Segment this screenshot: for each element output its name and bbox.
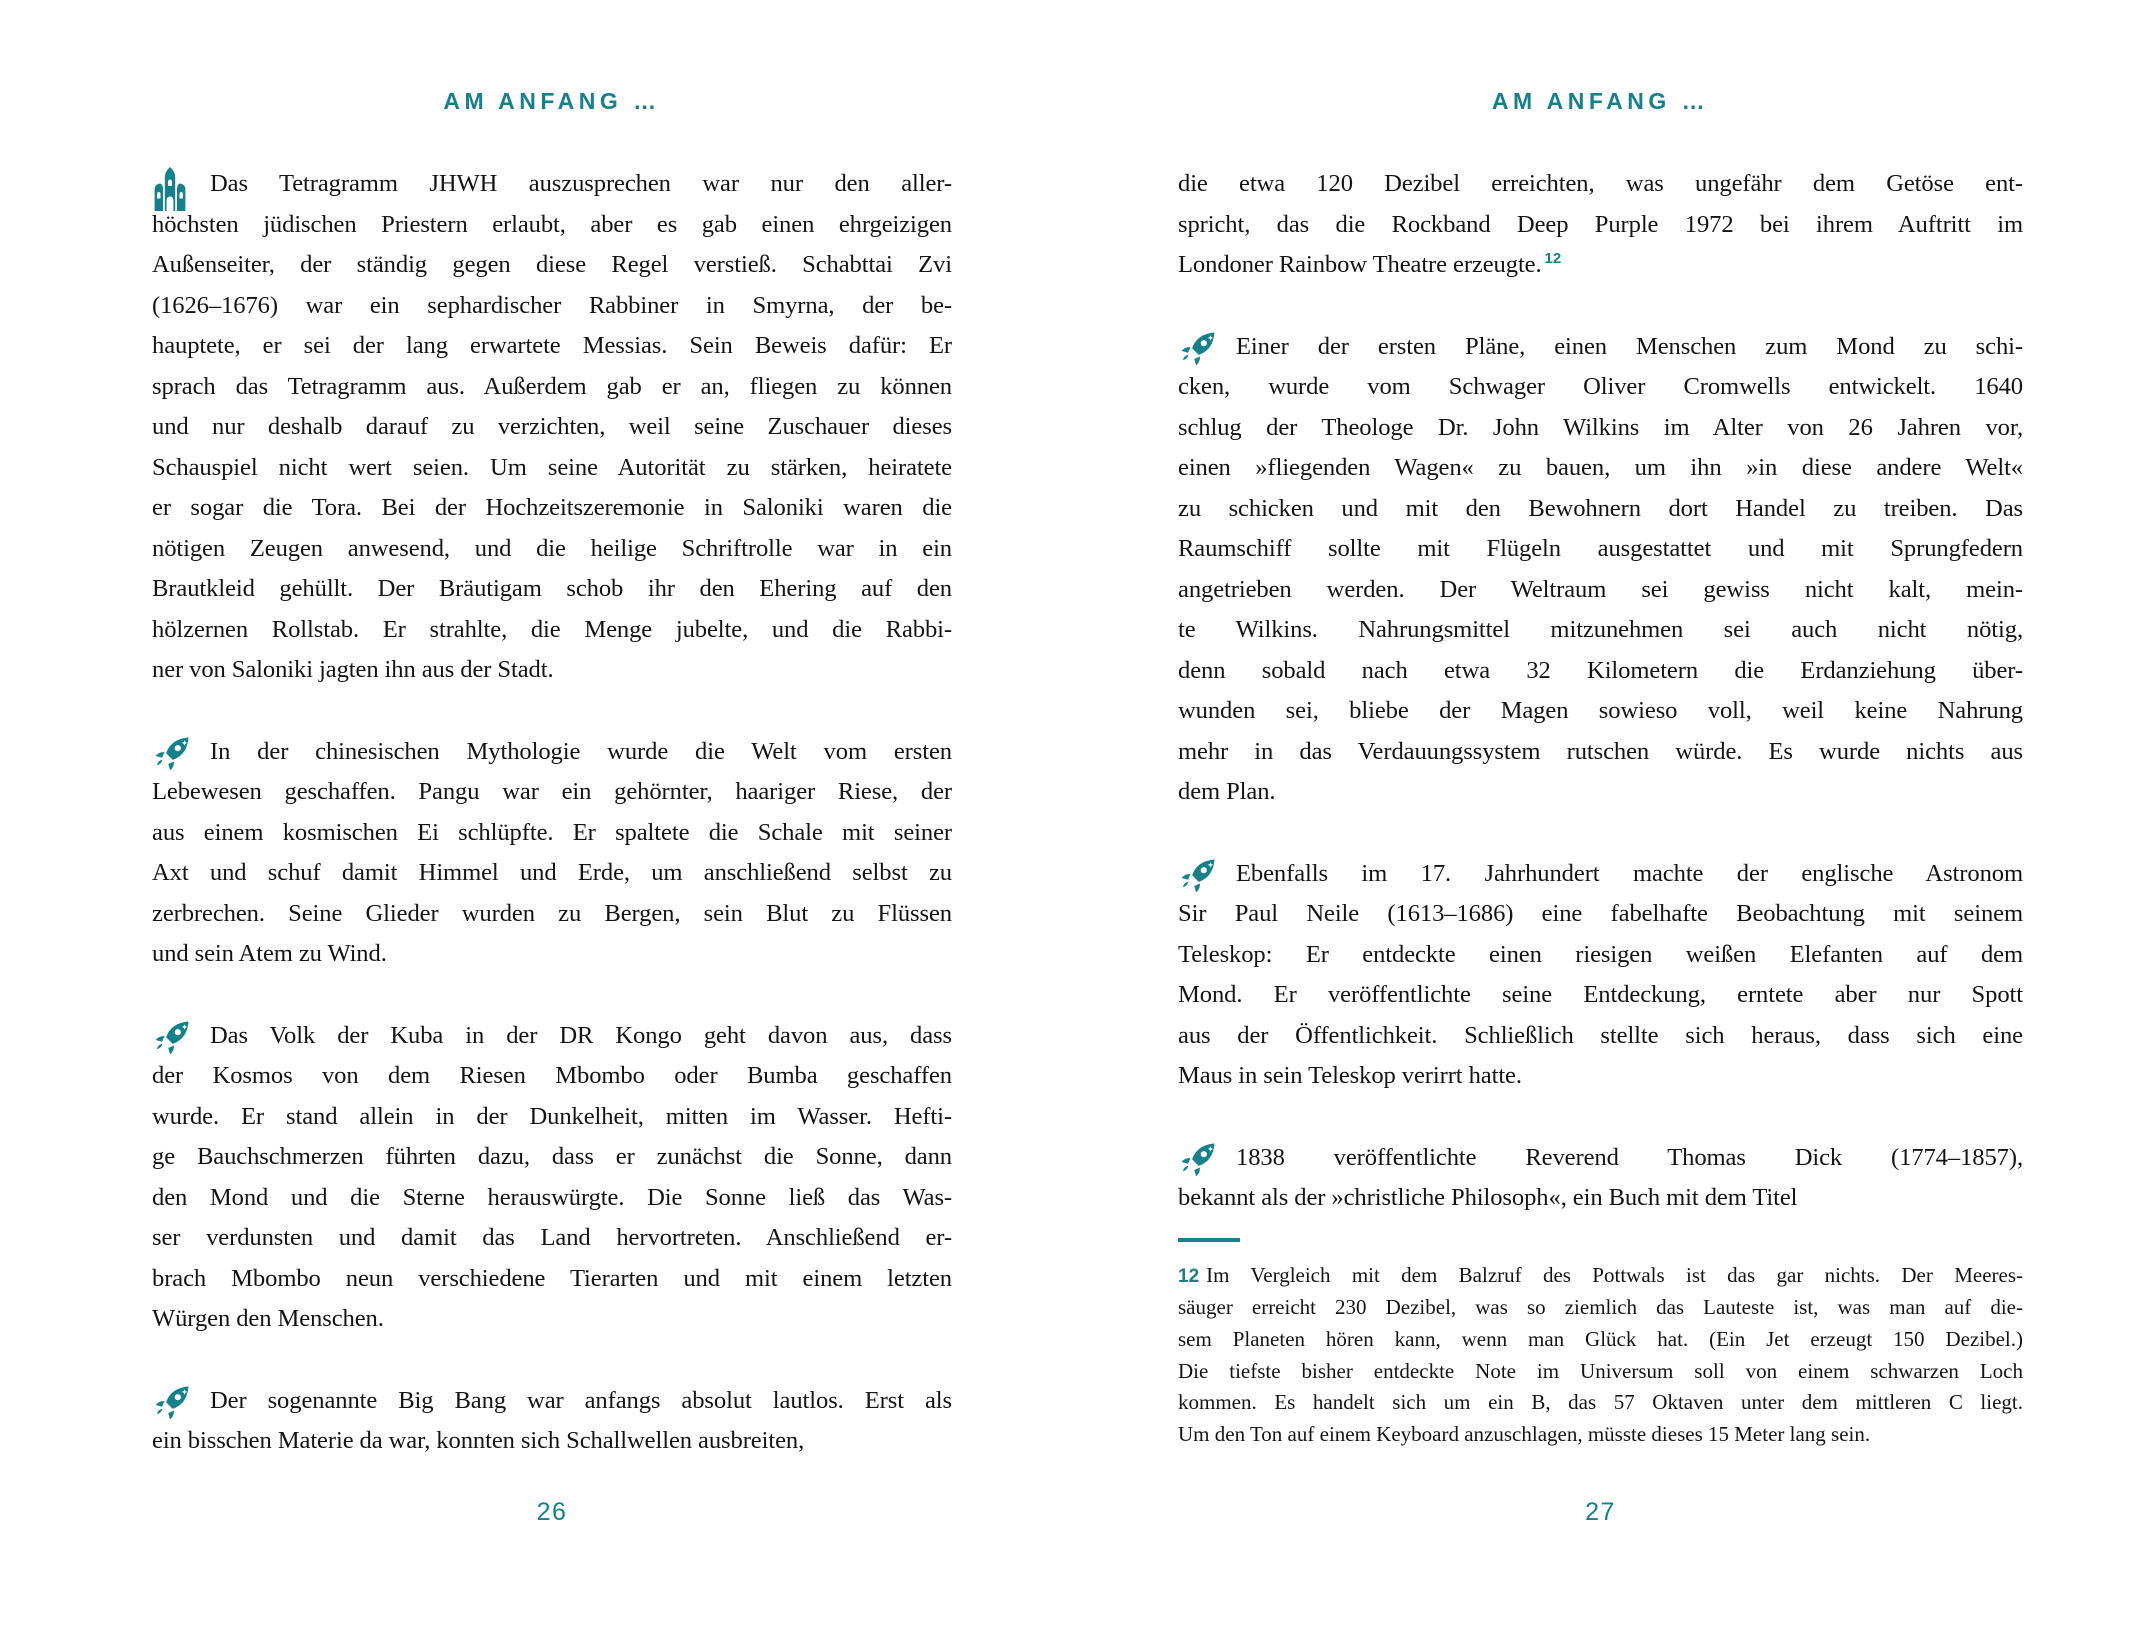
text-line: Ebenfalls im 17. Jahrhundert machte der englische Astronom [1178,854,2023,895]
text-line: höchsten jüdischen Priestern erlaubt, aber es gab einen ehrgeizigen [152,210,952,238]
page-header: AM ANFANG … [443,88,661,114]
text-line: sprach das Tetragramm aus. Außerdem gab er an, fliegen zu können [152,372,952,400]
text-line: und sein Atem zu Wind. [152,940,387,967]
footnote-line: 12 Im Vergleich mit dem Balzruf des Pottwals ist das gar nichts. Der Meeres- [1178,1262,2023,1287]
rocket-icon [1178,1140,1222,1184]
text-line: Einer der ersten Pläne, einen Menschen zum Mond zu schi- [1178,327,2023,368]
text-line: hauptete, er sei der lang erwartete Messias. Sein Beweis dafür: Er [152,332,952,359]
paragraph [1178,1138,2023,1219]
text-line: angetrieben werden. Der Weltraum sei gewiss nicht kalt, mein- [1178,575,2023,603]
synagogue-icon [152,166,196,210]
page-body [152,164,952,1462]
text-line: bekannt als der »christliche Philosoph«, ein Buch mit dem Titel [1178,1184,1798,1211]
text-line: er sogar die Tora. Bei der Hochzeitszeremonie in Saloniki waren die [152,494,952,521]
text-line: brach Mbombo neun verschiedene Tierarten und mit einem letzten [152,1264,952,1292]
text-line: den Mond und die Sterne herauswürgte. Die Sonne ließ das Was- [152,1183,952,1211]
text-line: dem Plan. [1178,778,1276,805]
text-line: hölzernen Rollstab. Er strahlte, die Menge jubelte, und die Rabbi- [152,615,952,643]
text-line: die etwa 120 Dezibel erreichten, was ungefähr dem Getöse ent- [1178,170,2023,197]
rocket-icon [152,1018,196,1062]
rocket-icon [152,1383,196,1427]
text-line: Axt und schuf damit Himmel und Erde, um anschließend selbst zu [152,859,952,886]
text-line: Lebewesen geschaffen. Pangu war ein gehörnter, haariger Riese, der [152,778,952,805]
paragraph [1178,327,2023,813]
text-line: und nur deshalb darauf zu verzichten, weil seine Zuschauer dieses [152,413,952,440]
text-line: spricht, das die Rockband Deep Purple 1972 bei ihrem Auftritt im [1178,210,2023,238]
text-line: nötigen Zeugen anwesend, und die heilige Schriftrolle war in ein [152,534,952,562]
text-line: einen »fliegenden Wagen« zu bauen, um ihn »in diese andere Welt« [1178,454,2023,481]
footnote-line: säuger erreicht 230 Dezibel, was so ziemlich das Lauteste ist, was man auf die- [1178,1295,2023,1320]
text-line: (1626–1676) war ein sephardischer Rabbiner in Smyrna, der be- [152,291,952,319]
text-line: aus der Öffentlichkeit. Schließlich stellte sich heraus, dass sich eine [1178,1021,2023,1049]
rocket-icon [152,734,196,778]
text-line: zu schicken und mit den Bewohnern dort Handel zu treiben. Das [1178,494,2023,522]
text-line: Raumschiff sollte mit Flügeln ausgestattet und mit Sprungfedern [1178,535,2023,562]
footnote-text [1178,1260,2023,1451]
text-line: Schauspiel nicht wert seien. Um seine Autorität zu stärken, heiratete [152,453,952,481]
page-header: AM ANFANG … [1491,88,1710,114]
text-line: Außenseiter, der ständig gegen diese Regel verstieß. Schabttai Zvi [152,251,952,278]
text-line: Mond. Er veröffentlichte seine Entdeckung, erntete aber nur Spott [1178,981,2023,1008]
text-line: Würgen den Menschen. [152,1305,384,1332]
footnote-line: Um den Ton auf einem Keyboard anzuschlagen, müsste dieses 15 Meter lang sein. [1178,1422,1871,1447]
paragraph [152,1381,952,1462]
text-line: Teleskop: Er entdeckte einen riesigen weißen Elefanten auf dem [1178,940,2023,968]
text-line: Das Tetragramm JHWH auszusprechen war nur den aller- [152,164,952,205]
footnote-marker: 12 [1178,1265,1200,1287]
text-line: schlug der Theologe Dr. John Wilkins im Alter von 26 Jahren vor, [1178,413,2023,441]
text-line: ge Bauchschmerzen führten dazu, dass er zunächst die Sonne, dann [152,1143,952,1170]
text-line: Der sogenannte Big Bang war anfangs absolut lautlos. Erst als [152,1381,952,1422]
footnote-line: sem Planeten hören kann, wenn man Glück hat. (Ein Jet erzeugt 150 Dezibel.) [1178,1326,2023,1351]
text-line: Maus in sein Teleskop verirrt hatte. [1178,1062,1522,1089]
text-line: 1838 veröffentlichte Reverend Thomas Dick (1774–1857), [1178,1138,2023,1179]
paragraph [1178,164,2023,286]
rocket-icon [1178,329,1222,373]
text-line: der Kosmos von dem Riesen Mbombo oder Bumba geschaffen [152,1062,952,1089]
page-number: 26 [536,1498,568,1526]
left-page [152,84,952,1526]
footnote-divider [1178,1238,1240,1242]
text-line: Londoner Rainbow Theatre erzeugte. $^{12}$ [1178,250,1562,278]
text-line: ner von Saloniki jagten ihn aus der Stadt. [152,656,554,683]
footnote-line: kommen. Es handelt sich um ein B, das 57 Oktaven unter dem mittleren C liegt. [1178,1390,2023,1415]
text-line: aus einem kosmischen Ei schlüpfte. Er spaltete die Schale mit seiner [152,818,952,846]
paragraph [152,1016,952,1340]
page-number: 27 [1585,1498,1616,1526]
text-line: ser verdunsten und damit das Land hervortreten. Anschließend er- [152,1224,952,1251]
paragraph [152,164,952,691]
paragraph [152,732,952,975]
text-line: Brautkleid gehüllt. Der Bräutigam schob ihr den Ehering auf den [152,575,952,602]
text-line: mehr in das Verdauungssystem rutschen würde. Es wurde nichts aus [1178,737,2023,765]
text-line: Das Volk der Kuba in der DR Kongo geht davon aus, dass [152,1016,952,1057]
paragraph [1178,854,2023,1097]
footnote [1178,1238,2023,1451]
text-line: denn sobald nach etwa 32 Kilometern die Erdanziehung über- [1178,656,2023,684]
text-line: te Wilkins. Nahrungsmittel mitzunehmen sei auch nicht nötig, [1178,616,2023,643]
rocket-icon [1178,856,1222,900]
footnote-line: Die tiefste bisher entdeckte Note im Universum soll von einem schwarzen Loch [1178,1358,2023,1383]
text-line: In der chinesischen Mythologie wurde die Welt vom ersten [152,732,952,773]
page-body [1178,164,2023,1219]
text-line: wunden sei, bliebe der Magen sowieso voll, weil keine Nahrung [1178,697,2023,724]
text-line: Sir Paul Neile (1613–1686) eine fabelhafte Beobachtung mit seinem [1178,900,2023,927]
text-line: cken, wurde vom Schwager Oliver Cromwells entwickelt. 1640 [1178,373,2023,400]
text-line: wurde. Er stand allein in der Dunkelheit, mitten im Wasser. Hefti- [152,1102,952,1130]
footnote-ref: 12 [1544,250,1562,267]
text-line: zerbrechen. Seine Glieder wurden zu Bergen, sein Blut zu Flüssen [152,899,952,927]
right-page [1178,84,2023,1526]
text-line: ein bisschen Materie da war, konnten sich Schallwellen ausbreiten, [152,1427,805,1454]
